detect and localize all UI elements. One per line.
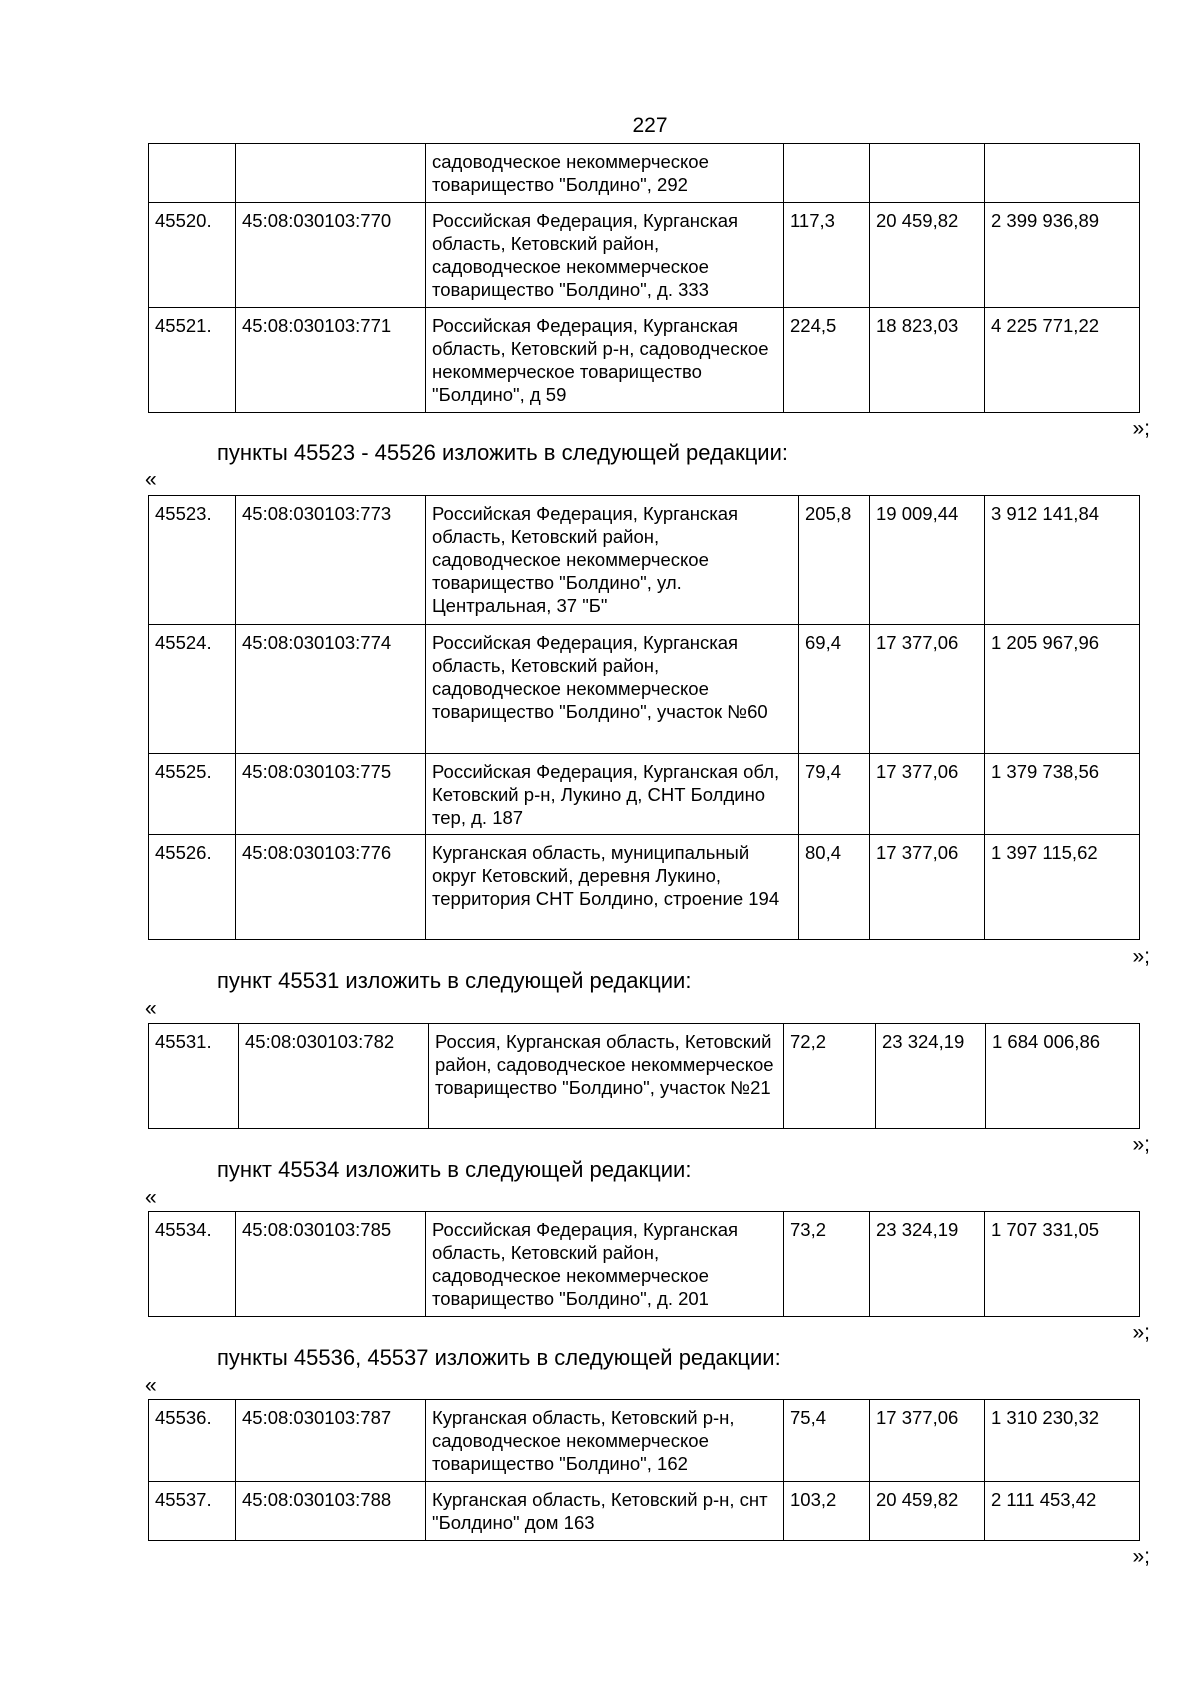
cell-rate: 23 324,19 bbox=[876, 1024, 986, 1129]
registry-table-4 bbox=[148, 1211, 1140, 1317]
cell-area: 103,2 bbox=[784, 1482, 870, 1541]
cell-cadastral: 45:08:030103:774 bbox=[236, 625, 426, 754]
cell-rate: 19 009,44 bbox=[870, 496, 985, 625]
registry-table-1 bbox=[148, 143, 1140, 413]
cell-rate: 20 459,82 bbox=[870, 203, 985, 308]
table-row bbox=[149, 1482, 1140, 1541]
cell-value: 1 707 331,05 bbox=[985, 1212, 1140, 1317]
table-row bbox=[149, 1400, 1140, 1482]
page-number: 227 bbox=[632, 114, 668, 137]
cell-cadastral: 45:08:030103:787 bbox=[236, 1400, 426, 1482]
table-row bbox=[149, 754, 1140, 835]
table-row bbox=[149, 1024, 1140, 1129]
cell-address: Российская Федерация, Курганская область, Кетовский р-н, садоводческое некоммерческое товарищество "Болдино", д 59 bbox=[426, 308, 784, 413]
closing-quote: »; bbox=[1132, 417, 1150, 440]
cell-value: 2 111 453,42 bbox=[985, 1482, 1140, 1541]
closing-quote: »; bbox=[1132, 1321, 1150, 1344]
cell-area: 117,3 bbox=[784, 203, 870, 308]
cell-address: Российская Федерация, Курганская область, Кетовский район, садоводческое некоммерческое товарищество "Болдино", д. 201 bbox=[426, 1212, 784, 1317]
cell-value: 3 912 141,84 bbox=[985, 496, 1140, 625]
cell-number: 45526. bbox=[149, 835, 236, 940]
table-row bbox=[149, 144, 1140, 203]
closing-quote: »; bbox=[1132, 945, 1150, 968]
cell-address: Российская Федерация, Курганская область, Кетовский район, садоводческое некоммерческое товарищество "Болдино", участок №60 bbox=[426, 625, 799, 754]
amendment-instruction: пункты 45536, 45537 изложить в следующей редакции: bbox=[217, 1345, 781, 1370]
cell-value: 1 379 738,56 bbox=[985, 754, 1140, 835]
cell-cadastral: 45:08:030103:788 bbox=[236, 1482, 426, 1541]
cell-value: 2 399 936,89 bbox=[985, 203, 1140, 308]
cell-area: 224,5 bbox=[784, 308, 870, 413]
cell-number bbox=[149, 144, 236, 203]
cell-address: Российская Федерация, Курганская область, Кетовский район, садоводческое некоммерческое товарищество "Болдино", ул. Центральная, 37 "Б" bbox=[426, 496, 799, 625]
cell-value: 4 225 771,22 bbox=[985, 308, 1140, 413]
cell-area: 205,8 bbox=[799, 496, 870, 625]
cell-value bbox=[985, 144, 1140, 203]
registry-table-2 bbox=[148, 495, 1140, 940]
cell-address: Курганская область, Кетовский р-н, снт "Болдино" дом 163 bbox=[426, 1482, 784, 1541]
cell-number: 45534. bbox=[149, 1212, 236, 1317]
cell-address: садоводческое некоммерческое товарищество "Болдино", 292 bbox=[426, 144, 784, 203]
cell-number: 45525. bbox=[149, 754, 236, 835]
cell-rate: 17 377,06 bbox=[870, 835, 985, 940]
cell-address: Российская Федерация, Курганская область, Кетовский район, садоводческое некоммерческое товарищество "Болдино", д. 333 bbox=[426, 203, 784, 308]
cell-cadastral: 45:08:030103:785 bbox=[236, 1212, 426, 1317]
opening-quote: « bbox=[145, 468, 157, 491]
cell-cadastral: 45:08:030103:770 bbox=[236, 203, 426, 308]
cell-number: 45524. bbox=[149, 625, 236, 754]
closing-quote: »; bbox=[1132, 1133, 1150, 1156]
cell-rate bbox=[870, 144, 985, 203]
cell-cadastral bbox=[236, 144, 426, 203]
cell-address: Курганская область, муниципальный округ Кетовский, деревня Лукино, территория СНТ Болдино, строение 194 bbox=[426, 835, 799, 940]
cell-rate: 23 324,19 bbox=[870, 1212, 985, 1317]
cell-number: 45523. bbox=[149, 496, 236, 625]
table-row bbox=[149, 1212, 1140, 1317]
cell-value: 1 310 230,32 bbox=[985, 1400, 1140, 1482]
registry-table-5 bbox=[148, 1399, 1140, 1541]
cell-area: 75,4 bbox=[784, 1400, 870, 1482]
cell-number: 45537. bbox=[149, 1482, 236, 1541]
amendment-instruction: пункт 45534 изложить в следующей редакции: bbox=[217, 1157, 692, 1182]
cell-rate: 18 823,03 bbox=[870, 308, 985, 413]
cell-area bbox=[784, 144, 870, 203]
cell-rate: 20 459,82 bbox=[870, 1482, 985, 1541]
amendment-instruction: пункты 45523 - 45526 изложить в следующей редакции: bbox=[217, 440, 789, 465]
cell-value: 1 205 967,96 bbox=[985, 625, 1140, 754]
cell-rate: 17 377,06 bbox=[870, 1400, 985, 1482]
opening-quote: « bbox=[145, 997, 157, 1020]
table-row bbox=[149, 625, 1140, 754]
cell-number: 45531. bbox=[149, 1024, 239, 1129]
cell-cadastral: 45:08:030103:771 bbox=[236, 308, 426, 413]
cell-address: Россия, Курганская область, Кетовский район, садоводческое некоммерческое товарищество "Болдино", участок №21 bbox=[429, 1024, 784, 1129]
table-row bbox=[149, 835, 1140, 940]
cell-area: 80,4 bbox=[799, 835, 870, 940]
table-row bbox=[149, 203, 1140, 308]
cell-area: 79,4 bbox=[799, 754, 870, 835]
cell-cadastral: 45:08:030103:782 bbox=[239, 1024, 429, 1129]
opening-quote: « bbox=[145, 1186, 157, 1209]
closing-quote: »; bbox=[1132, 1545, 1150, 1568]
cell-rate: 17 377,06 bbox=[870, 754, 985, 835]
cell-address: Курганская область, Кетовский р-н, садоводческое некоммерческое товарищество "Болдино", 162 bbox=[426, 1400, 784, 1482]
table-row bbox=[149, 496, 1140, 625]
table-row bbox=[149, 308, 1140, 413]
cell-cadastral: 45:08:030103:775 bbox=[236, 754, 426, 835]
cell-area: 73,2 bbox=[784, 1212, 870, 1317]
cell-rate: 17 377,06 bbox=[870, 625, 985, 754]
cell-cadastral: 45:08:030103:773 bbox=[236, 496, 426, 625]
cell-number: 45520. bbox=[149, 203, 236, 308]
opening-quote: « bbox=[145, 1374, 157, 1397]
cell-area: 69,4 bbox=[799, 625, 870, 754]
cell-value: 1 397 115,62 bbox=[985, 835, 1140, 940]
cell-number: 45521. bbox=[149, 308, 236, 413]
cell-number: 45536. bbox=[149, 1400, 236, 1482]
cell-cadastral: 45:08:030103:776 bbox=[236, 835, 426, 940]
registry-table-3 bbox=[148, 1023, 1140, 1129]
cell-address: Российская Федерация, Курганская обл, Кетовский р-н, Лукино д, СНТ Болдино тер, д. 187 bbox=[426, 754, 799, 835]
cell-area: 72,2 bbox=[784, 1024, 876, 1129]
amendment-instruction: пункт 45531 изложить в следующей редакции: bbox=[217, 968, 692, 993]
cell-value: 1 684 006,86 bbox=[986, 1024, 1140, 1129]
